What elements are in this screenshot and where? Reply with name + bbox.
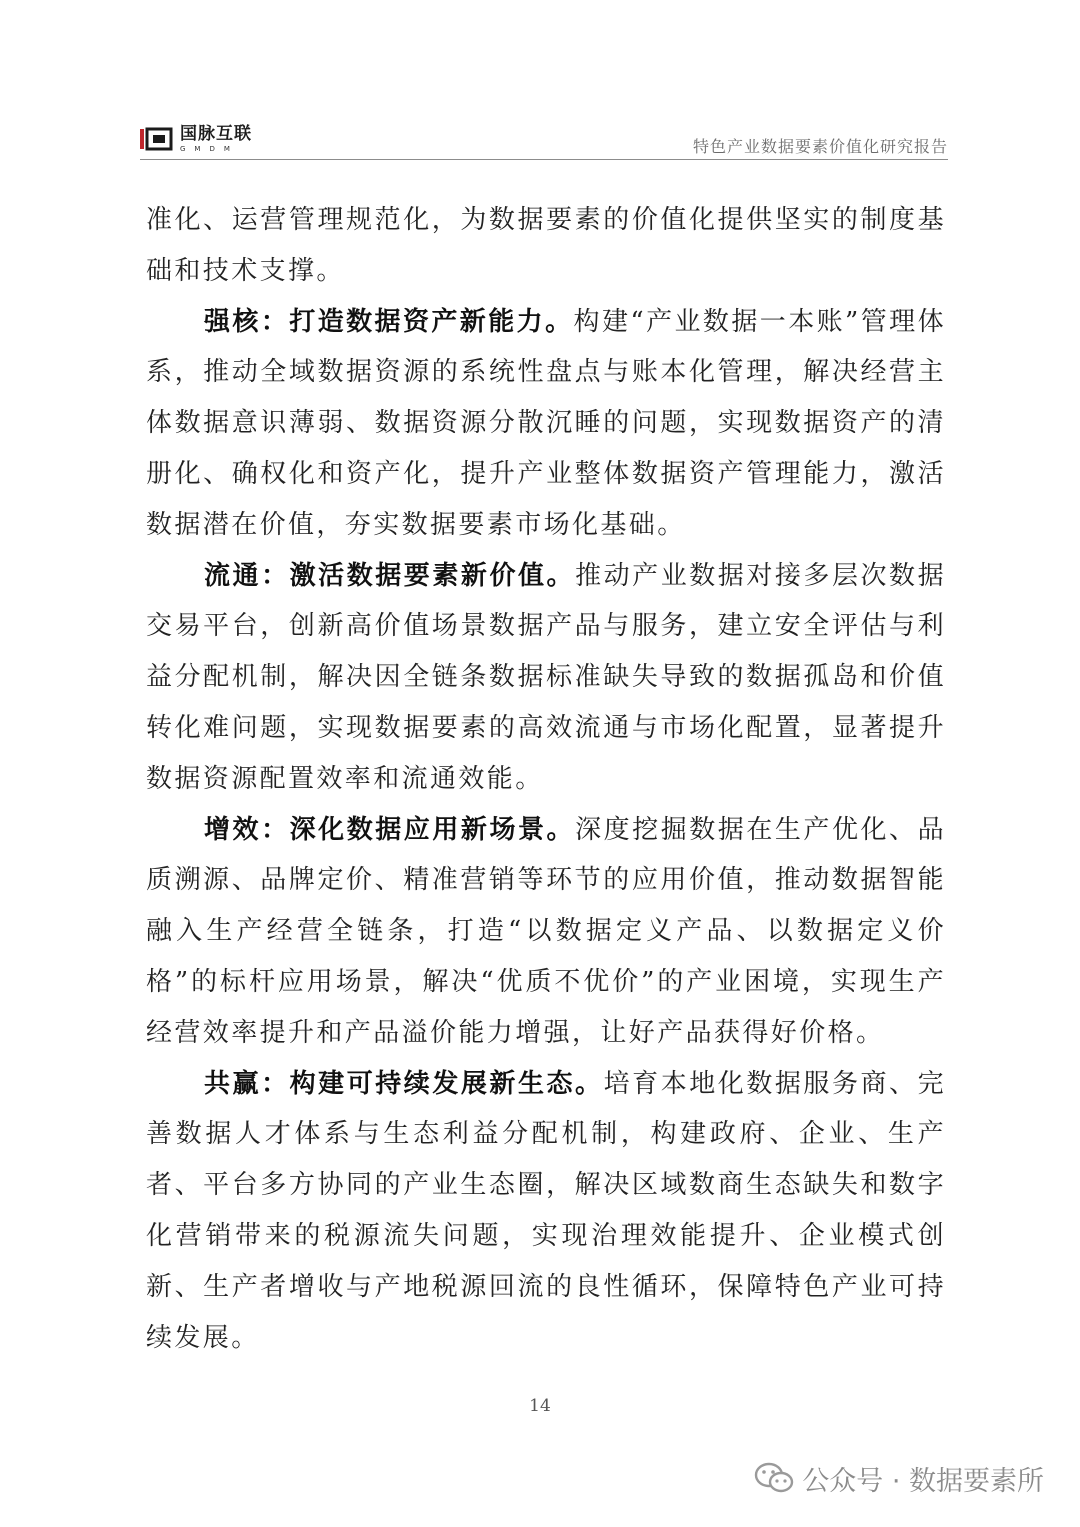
paragraph-lead: 增效：深化数据应用新场景。 xyxy=(204,814,576,845)
report-title: 特色产业数据要素价值化研究报告 xyxy=(692,137,948,156)
page-header xyxy=(140,118,948,160)
wechat-watermark xyxy=(754,1458,1044,1498)
logo-subtitle: GMDM xyxy=(180,144,239,153)
paragraph-text: 深度挖掘数据在生产优化、品质溯源、品牌定价、精准营销等环节的应用价值，推动数据智能融入生产经营全链条，打造“以数据定义产品、以数据定义价格”的标杆应用场景，解决“优质不优价”的产业困境，实现生产经营效率提升和产品溢价能力增强，让好产品获得好价格。 xyxy=(146,814,947,1048)
paragraph-lead: 流通：激活数据要素新价值。 xyxy=(204,560,576,591)
paragraph-text: 构建“产业数据一本账”管理体系，推动全域数据资源的系统性盘点与账本化管理，解决经营主体数据意识薄弱、数据资源分散沉睡的问题，实现数据资产的清册化、确权化和资产化，提升产业整体数据资产管理能力，激活数据潜在价值，夯实数据要素市场化基础。 xyxy=(146,306,947,540)
paragraph-text: 推动产业数据对接多层次数据交易平台，创新高价值场景数据产品与服务，建立安全评估与利益分配机制，解决因全链条数据标准缺失导致的数据孤岛和价值转化难问题，实现数据要素的高效流通与市场化配置，显著提升数据资源配置效率和流通效能。 xyxy=(146,560,947,794)
paragraph-lead: 共赢：构建可持续发展新生态。 xyxy=(204,1068,604,1099)
paragraph-strong-core xyxy=(146,297,946,551)
paragraph-win-win xyxy=(146,1059,946,1364)
logo-mark-icon xyxy=(140,126,174,152)
paragraph-continued xyxy=(146,195,946,297)
wechat-icon xyxy=(754,1461,794,1495)
paragraph-text: 准化、运营管理规范化，为数据要素的价值化提供坚实的制度基础和技术支撑。 xyxy=(146,205,946,286)
logo-name: 国脉互联 xyxy=(180,123,252,144)
header-divider xyxy=(140,159,948,160)
body-text xyxy=(146,195,946,1363)
page-number: 14 xyxy=(529,1396,551,1416)
watermark-text: 公众号 · 数据要素所 xyxy=(802,1465,1044,1497)
paragraph-text: 培育本地化数据服务商、完善数据人才体系与生态利益分配机制，构建政府、企业、生产者、平台多方协同的产业生态圈，解决区域数商生态缺失和数字化营销带来的税源流失问题，实现治理效能提升、企业模式创新、生产者增收与产地税源回流的良性循环，保障特色产业可持续发展。 xyxy=(146,1068,946,1353)
company-logo xyxy=(140,123,252,155)
paragraph-lead: 强核：打造数据资产新能力。 xyxy=(204,306,574,337)
paragraph-circulation xyxy=(146,551,946,805)
paragraph-efficiency xyxy=(146,805,946,1059)
